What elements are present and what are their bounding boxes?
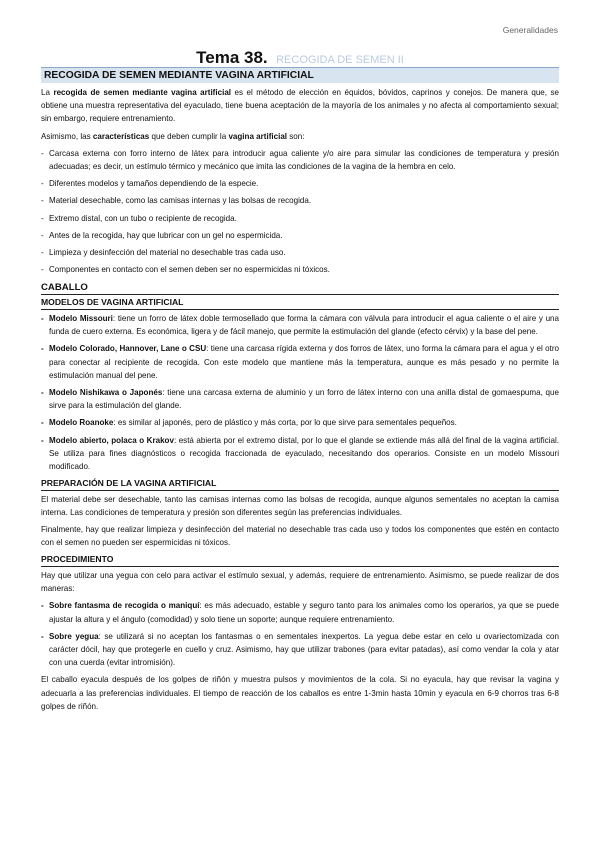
list-item (41, 342, 559, 382)
running-head: Generalidades (502, 25, 558, 35)
title-main: Tema 38. (196, 48, 268, 67)
model-name: Modelo Nishikawa o Japonés (49, 387, 163, 397)
list-item: - Material desechable, como las camisas internas y las bolsas de recogida. (41, 194, 559, 207)
procedure-paragraph-2: El caballo eyacula después de los golpes de riñón y muestra pulsos y movimientos de la cola. Si no eyacula, hay que revisar la vagina y adecuarla a las preferencias individuales. El tiempo de reacción de los caballos es entre 1-3min hasta 10min y eyacula en 6-9 chorros tras 6-8 golpes de riñón. (41, 675, 559, 711)
list-item (41, 416, 559, 429)
intro-text: que deben cumplir la (149, 131, 229, 141)
document-body (41, 67, 559, 717)
list-item: - Diferentes modelos y tamaños dependiendo de la especie. (41, 177, 559, 190)
title-sub: RECOGIDA DE SEMEN II (276, 54, 404, 66)
intro-bold: características (92, 131, 150, 141)
preparation-paragraph-2: Finalmente, hay que realizar limpieza y desinfección del material no desechable tras cada uso y todos los componentes que estén en contacto con el semen no pueden ser espermicidas ni tóxicos. (41, 525, 559, 548)
model-name: Modelo Missouri (49, 313, 113, 323)
procedure-text: : se utilizará si no aceptan los fantasmas o en sementales inexpertos. La yegua debe estar en celo u ovariectomizada con carácter dócil, hay que protegerle en cuello y cruz. Asimismo, hay que utilizar trabones (para evitar patadas), así como vendar la cola y atar con una cuerda (evitar intromisión). (49, 631, 559, 668)
list-item: - Carcasa externa con forro interno de látex para introducir agua caliente y/o aire para simular las condiciones de temperatura y presión adecuadas; es decir, un estímulo térmico y mecánico que imita las condiciones de la vagina de la hembra en celo. (41, 147, 559, 173)
characteristics-list (41, 147, 559, 277)
procedure-text: : es más adecuado, estable y seguro tanto para los animales como los operarios, ya que se puede ajustar la altura y el ángulo (comodidad) y solo tiene un soporte; aunque requiere entrenamiento. (49, 601, 559, 624)
procedure-paragraph-1: Hay que utilizar una yegua con celo para activar el estímulo sexual, y además, requiere de entrenamiento. Asimismo, se puede realizar de dos maneras: (41, 570, 559, 594)
model-name: Modelo Colorado, Hannover, Lane o CSU (49, 344, 207, 354)
models-heading: MODELOS DE VAGINA ARTIFICIAL (41, 296, 559, 310)
page-title (0, 48, 600, 68)
list-item: - Antes de la recogida, hay que lubricar con un gel no espermicida. (41, 229, 559, 242)
model-name: Modelo Roanoke (49, 418, 114, 428)
intro-bold: recogida de semen mediante vagina artificial (53, 88, 232, 97)
model-text: : está abierta por el extremo distal, por lo que el glande se extiende más allá del final de la vagina artificial. Se utiliza para fines diagnósticos o recogida fraccionada de eyaculado, necesitando dos operarios. Consiste en un modelo Missouri modificado. (49, 435, 559, 471)
list-item: - Componentes en contacto con el semen deben ser no espermicidas ni tóxicos. (41, 263, 559, 276)
list-item: - Limpieza y desinfección del material no desechable tras cada uso. (41, 246, 559, 259)
model-text: : tiene una carcasa externa de aluminio y un forro de látex interno con una anilla distal de gomaespuma, que sirve para la estimulación del glande. (49, 387, 559, 411)
section-heading: RECOGIDA DE SEMEN MEDIANTE VAGINA ARTIFICIAL (41, 67, 559, 83)
procedure-name: Sobre yegua (49, 631, 99, 641)
preparation-heading: PREPARACIÓN DE LA VAGINA ARTIFICIAL (41, 477, 559, 491)
list-item (41, 386, 559, 412)
intro-text: son: (287, 131, 305, 141)
intro-text: Asimismo, las (41, 131, 93, 141)
procedure-list (41, 599, 559, 669)
models-list (41, 312, 559, 473)
intro-text: es el método de elección en équidos, bóvidos, caprinos y conejos. De manera que, se obtiene una muestra representativa del eyaculado, tiene buena aceptación de la mayoría de los animales y no afecta al comportamiento sexual; sin embargo, requiere entrenamiento. (41, 88, 559, 124)
model-name: Modelo abierto, polaca o Krakov (49, 435, 174, 445)
intro-paragraph-2 (41, 130, 559, 143)
list-item (41, 312, 559, 338)
intro-bold: vagina artificial (228, 131, 288, 141)
model-text: : tiene una carcasa rígida externa y dos forros de látex, uno forma la cámara para el agua y el otro para conectar al recipiente de recogida. Con este modelo que mantiene más la temperatura, aunque es más pesado y no permite la estimulación manual del pene. (49, 344, 559, 380)
model-text: : es similar al japonés, pero de plástico y más corta, por lo que sirve para sementales pequeños. (113, 418, 457, 428)
procedure-heading: PROCEDIMIENTO (41, 553, 559, 567)
intro-text: La (41, 88, 54, 97)
preparation-paragraph-1: El material debe ser desechable, tanto las camisas internas como las bolsas de recogida, aunque algunos sementales no aceptan la camisa interna. Las condiciones de temperatura y presión son diferentes según las preferencias individuales. (41, 494, 559, 517)
list-item: - Extremo distal, con un tubo o recipiente de recogida. (41, 212, 559, 225)
intro-paragraph-1 (41, 86, 559, 126)
caballo-heading: CABALLO (41, 281, 559, 295)
procedure-name: Sobre fantasma de recogida o maniquí (49, 601, 200, 611)
model-text: : tiene un forro de látex doble termosellado que forma la cámara con válvula para introducir el agua caliente o el aire y una funda de cuero externa. Es económica, ligera y de fácil manejo, que permite la estimulación del glande (efecto cérvix) y la base del pene. (49, 313, 559, 337)
list-item (41, 599, 559, 625)
list-item (41, 434, 559, 474)
list-item (41, 630, 559, 670)
